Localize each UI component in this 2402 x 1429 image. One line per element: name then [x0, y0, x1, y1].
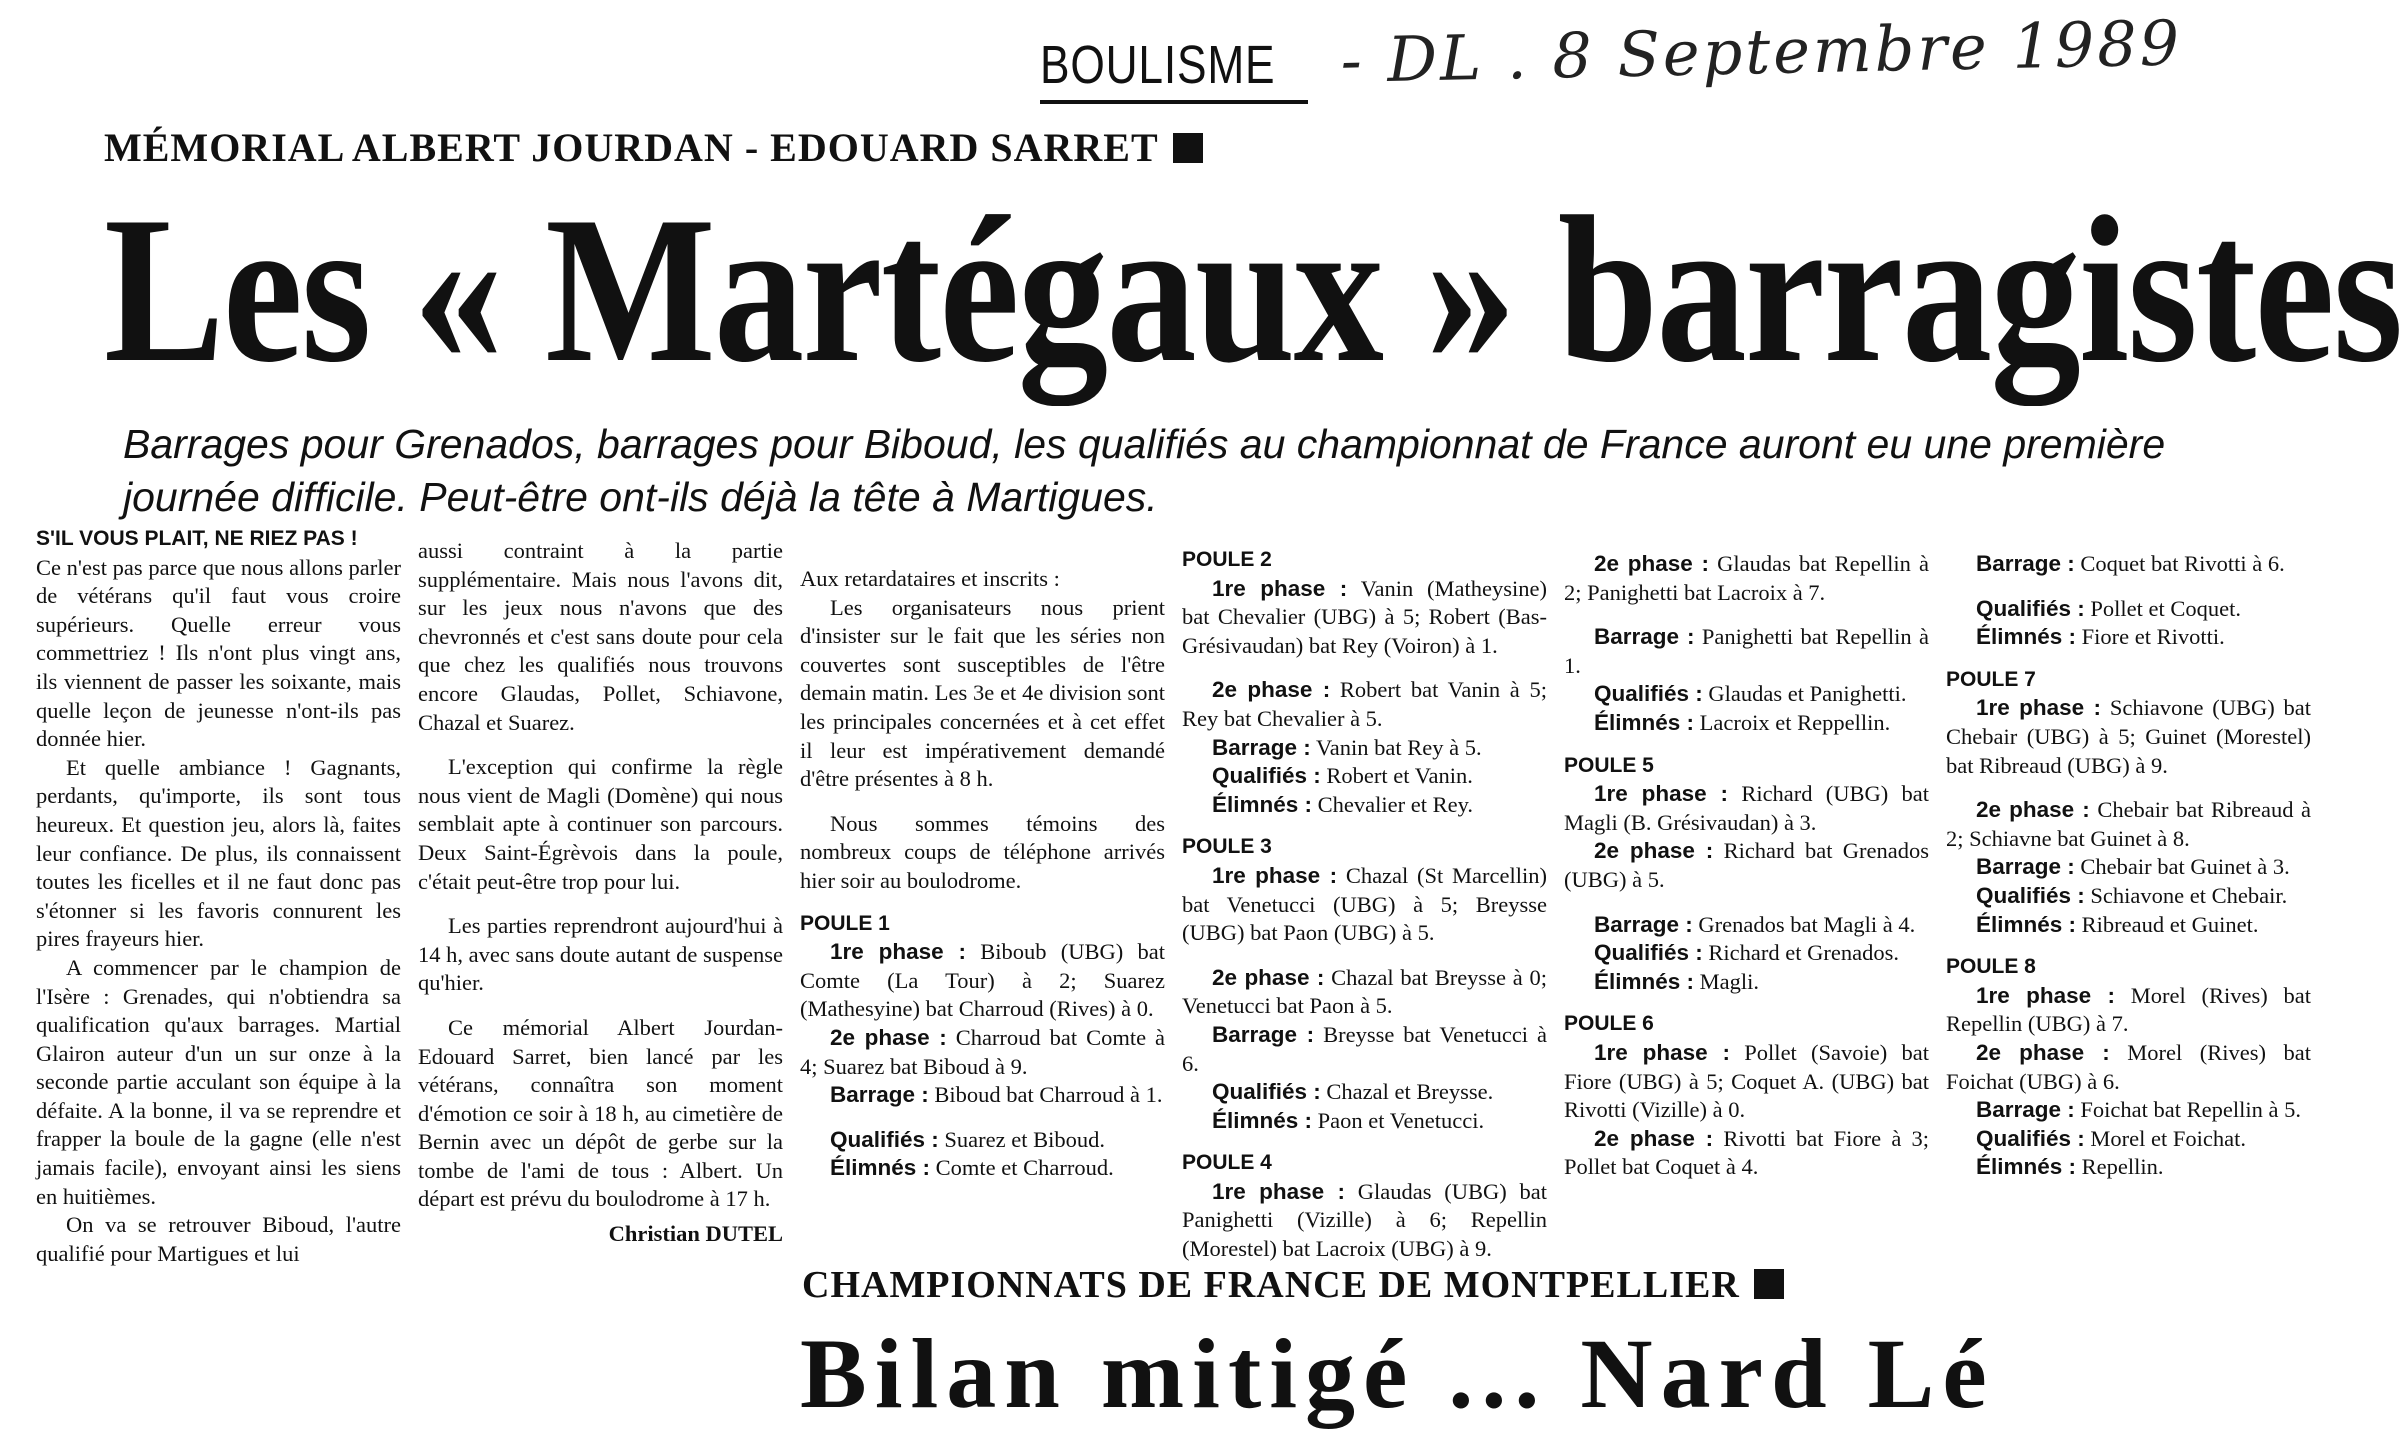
result-line — [800, 1024, 1165, 1081]
poule-title: POULE 7 — [1946, 667, 2036, 691]
next-article-headline-cropped: Bilan mitigé ... Nard Lé — [800, 1318, 1995, 1429]
paragraph: aussi contraint à la partie supplémentaire. Mais nous l'avons dit, sur les jeux nous n'avons que des chevronnés et c'est sans doute pour cela que chez les qualifiés nous trouvons encore Glaudas, Pollet, Schiavone, Chazal et Suarez. — [418, 538, 783, 735]
article-standfirst: Barrages pour Grenados, barrages pour Biboud, les qualifiés au championnat de France auront eu une première journée difficile. Peut-être ont-ils déjà la tête à Martigues. — [123, 421, 2166, 520]
result-label: Qualifiés : — [830, 1126, 939, 1152]
result-text: Pollet (Savoie) bat Fiore (UBG) à 5; Coquet A. (UBG) bat Rivotti (Vizille) à 0. — [1564, 1039, 1929, 1123]
result-label: 1re phase : — [1594, 781, 1729, 807]
result-line — [1564, 837, 1929, 894]
result-label: Qualifiés : — [1594, 940, 1703, 966]
result-text: Richard et Grenados. — [1708, 940, 1899, 966]
black-square-icon — [1173, 133, 1203, 163]
result-line — [1182, 964, 1547, 1021]
result-text: Vanin bat Rey à 5. — [1316, 734, 1482, 760]
next-article-subhead — [802, 1263, 1784, 1307]
result-text: Grenados bat Magli à 4. — [1698, 911, 1916, 937]
result-text: Chebair bat Guinet à 3. — [2080, 854, 2290, 880]
result-line — [1946, 623, 2311, 652]
result-text: Fiore et Rivotti. — [2081, 624, 2225, 650]
result-line — [1564, 1039, 1929, 1125]
result-line — [1182, 791, 1547, 820]
result-text: Morel (Rives) bat Foichat (UBG) à 6. — [1946, 1039, 2311, 1094]
result-text: Chazal et Breysse. — [1326, 1079, 1494, 1105]
result-text: Vanin (Matheysine) bat Chevalier (UBG) à 5; Robert (Bas-Grésivaudan) bat Rey (Voiron) à 1. — [1182, 575, 1548, 658]
paragraph: On va se retrouver Biboud, l'autre qualifié pour Martigues et lui — [36, 1212, 401, 1266]
poule-title: POULE 6 — [1564, 1012, 1654, 1036]
poule-title: POULE 1 — [800, 911, 890, 935]
result-label: Barrage : — [1594, 624, 1695, 650]
handwritten-date-note: - DL . 8 Septembre 1989 — [1339, 6, 2183, 97]
surtitle-text: MÉMORIAL ALBERT JOURDAN - EDOUARD SARRET — [104, 125, 1159, 170]
result-text: Robert bat Vanin à 5; Rey bat Chevalier à 5. — [1182, 677, 1547, 731]
result-line — [1946, 595, 2311, 624]
result-label: Élimnés : — [1594, 709, 1695, 735]
result-label: Qualifiés : — [1212, 1079, 1321, 1105]
result-line — [1182, 1107, 1547, 1136]
result-line — [1182, 862, 1547, 948]
article-surtitle — [104, 124, 1203, 171]
result-text: Lacroix et Reppellin. — [1699, 709, 1891, 735]
result-label: Qualifiés : — [1976, 595, 2085, 621]
result-text: Chazal (St Marcellin) bat Venetucci (UBG) à 5; Breysse (UBG) bat Paon (UBG) à 5. — [1182, 862, 1547, 946]
result-text: Chevalier et Rey. — [1317, 791, 1474, 817]
result-line — [800, 1081, 1165, 1110]
result-line — [1564, 709, 1929, 738]
result-text: Richard (UBG) bat Magli (B. Grésivaudan) à 3. — [1564, 781, 1930, 835]
article-column-1 — [36, 525, 401, 1268]
result-text: Morel (Rives) bat Repellin (UBG) à 7. — [1946, 982, 2311, 1037]
article-headline: Les « Martégaux » barragistes — [104, 174, 2402, 406]
poule-title: POULE 3 — [1182, 835, 1272, 859]
result-label: 2e phase : — [1976, 1039, 2110, 1065]
result-text: Biboub (UBG) bat Comte (La Tour) à 2; Suarez (Mathesyine) bat Charroud (Rives) à 0. — [800, 939, 1165, 1022]
result-label: 1re phase : — [830, 939, 967, 965]
result-label: 2e phase : — [1594, 551, 1710, 576]
result-label: 1re phase : — [1212, 862, 1338, 888]
result-label: Barrage : — [1976, 854, 2075, 880]
result-label: Qualifiés : — [1594, 681, 1703, 707]
result-line — [800, 938, 1165, 1024]
result-text: Panighetti bat Repellin à 1. — [1564, 624, 1929, 678]
result-label: Élimnés : — [1594, 968, 1695, 994]
result-label: Élimnés : — [1976, 911, 2077, 937]
result-line — [1946, 1039, 2311, 1096]
result-line — [1946, 550, 2311, 579]
result-line — [1564, 1125, 1929, 1182]
result-text: Repellin. — [2081, 1154, 2164, 1180]
result-label: Barrage : — [1976, 551, 2075, 576]
result-label: Élimnés : — [1976, 1154, 2077, 1180]
poule-title: POULE 5 — [1564, 753, 1654, 777]
result-line — [1182, 1021, 1547, 1078]
result-text: Schiavone et Chebair. — [2090, 882, 2288, 908]
poule-title: POULE 4 — [1182, 1151, 1272, 1175]
result-text: Pollet et Coquet. — [2090, 595, 2242, 621]
result-line — [1182, 1178, 1547, 1264]
result-label: 2e phase : — [830, 1024, 947, 1050]
result-line — [1946, 1096, 2311, 1125]
result-label: 1re phase : — [1976, 982, 2116, 1008]
paragraph: L'exception qui confirme la règle nous vient de Magli (Domène) qui nous semblait apte à continuer son parcours. Deux Saint-Égrèvois dans la poule, c'était peut-être trop pour lui. — [418, 754, 783, 894]
article-column-6 — [1946, 550, 2311, 1182]
article-column-4 — [1182, 546, 1547, 1264]
paragraph: Ce mémorial Albert Jourdan-Edouard Sarret, bien lancé par les vétérans, connaîtra son moment d'émotion ce soir à 18 h, au cimetière de Bernin avec un dépôt de gerbe sur la tombe de l'ami de tous : Albert. Un départ est prévu du boulodrome à 17 h. — [418, 1014, 783, 1212]
result-label: 1re phase : — [1212, 1178, 1346, 1204]
black-square-icon — [1754, 1269, 1784, 1299]
result-line — [1182, 1078, 1547, 1107]
result-line — [1564, 939, 1929, 968]
result-label: Barrage : — [830, 1082, 929, 1108]
column-lead: S'IL VOUS PLAIT, NE RIEZ PAS ! — [36, 527, 358, 550]
article-column-2 — [418, 537, 783, 1249]
result-label: 2e phase : — [1212, 677, 1331, 703]
result-line — [1564, 968, 1929, 997]
poule-title: POULE 2 — [1182, 548, 1272, 571]
result-text: Chazal bat Breysse à 0; Venetucci bat Paon à 5. — [1182, 964, 1547, 1019]
result-text: Biboud bat Charroud à 1. — [934, 1082, 1163, 1108]
result-label: Barrage : — [1212, 1021, 1315, 1047]
result-line — [1946, 694, 2311, 780]
result-line — [1946, 853, 2311, 882]
result-label: 2e phase : — [1212, 964, 1325, 990]
result-line — [1564, 680, 1929, 709]
result-line — [1564, 550, 1929, 607]
result-label: Qualifiés : — [1976, 1125, 2085, 1151]
paragraph: Les parties reprendront aujourd'hui à 14 h, avec sans doute autant de suspense qu'hier. — [418, 913, 783, 996]
paragraph: Et quelle ambiance ! Gagnants, perdants, qu'importe, ils sont tous heureux. Et question jeu, alors là, faites leur confiance. De plus, ils connaissent toutes les ficelles et il ne faut donc pas s'étonner si les favoris connurent les pires frayeurs hier. — [36, 754, 401, 952]
result-label: 2e phase : — [1976, 797, 2090, 823]
section-rubric: BOULISME — [1040, 35, 1276, 95]
result-line — [1946, 882, 2311, 911]
result-line — [1564, 623, 1929, 680]
result-label: Élimnés : — [1976, 624, 2077, 650]
poule-title: POULE 8 — [1946, 955, 2036, 979]
result-label: 1re phase : — [1976, 695, 2102, 721]
result-label: Barrage : — [1594, 911, 1693, 937]
next-article-subhead-text: CHAMPIONNATS DE FRANCE DE MONTPELLIER — [802, 1264, 1740, 1306]
paragraph: Nous sommes témoins des nombreux coups de téléphone arrivés hier soir au boulodrome. — [800, 810, 1165, 893]
result-text: Charroud bat Comte à 4; Suarez bat Biboud à 9. — [800, 1024, 1166, 1079]
result-text: Comte et Charroud. — [935, 1155, 1114, 1181]
paragraph: Les organisateurs nous prient d'insister sur le fait que les séries non couvertes sont susceptibles de l'être demain matin. Les 3e et 4e division sont les principales concernées et à cet effet il leur est impérativement demandé d'être présentes à 8 h. — [800, 594, 1165, 792]
result-line — [1182, 762, 1547, 791]
result-label: Barrage : — [1976, 1097, 2075, 1123]
result-label: Élimnés : — [1212, 791, 1313, 817]
result-text: Suarez et Biboud. — [944, 1126, 1105, 1152]
result-text: Glaudas et Panighetti. — [1708, 681, 1907, 707]
result-line — [1946, 1153, 2311, 1182]
result-line — [800, 1126, 1165, 1155]
paragraph: A commencer par le champion de l'Isère : Grenades, qui n'obtiendra sa qualification qu'aux barrages. Martial Glairon auteur d'un un sur onze à la seconde partie acculant son équipe à la défaite. A la bonne, il va se reprendre et frapper la boule de la gagne (elle n'est jamais facile), envoyant ainsi les siens en huitièmes. — [36, 954, 401, 1209]
result-label: 1re phase : — [1594, 1039, 1731, 1065]
article-column-3 — [800, 565, 1165, 1183]
result-text: Richard bat Grenados (UBG) à 5. — [1564, 838, 1929, 892]
author-signature: Christian DUTEL — [608, 1221, 783, 1247]
result-text: Robert et Vanin. — [1326, 763, 1473, 789]
result-label: 2e phase : — [1594, 838, 1714, 864]
result-label: 1re phase : — [1212, 575, 1348, 601]
result-label: Qualifiés : — [1976, 882, 2085, 908]
result-label: Élimnés : — [830, 1155, 931, 1181]
result-text: Paon et Venetucci. — [1317, 1107, 1485, 1133]
result-line — [1182, 676, 1547, 733]
result-line — [800, 1154, 1165, 1183]
result-line — [1946, 1125, 2311, 1154]
result-text: Ribreaud et Guinet. — [2081, 911, 2259, 937]
result-text: Morel et Foichat. — [2090, 1125, 2246, 1151]
paragraph: Aux retardataires et inscrits : — [800, 566, 1060, 591]
result-text: Breysse bat Venetucci à 6. — [1182, 1021, 1548, 1076]
result-line — [1946, 982, 2311, 1039]
result-line — [1564, 780, 1929, 837]
rubric-underline — [1040, 100, 1308, 104]
result-label: Barrage : — [1212, 734, 1311, 760]
paragraph: Ce n'est pas parce que nous allons parler de vétérans qu'il faut vous croire supérieurs. Quelle erreur vous commettriez ! Ils n'ont plus vingt ans, ils viennent de passer les soixante, mais quelle leçon de jeunesse n'ont-ils pas donnée hier. — [36, 554, 401, 752]
result-text: Glaudas bat Repellin à 2; Panighetti bat Lacroix à 7. — [1564, 551, 1929, 605]
result-line — [1946, 911, 2311, 940]
result-text: Coquet bat Rivotti à 6. — [2080, 551, 2285, 576]
result-text: Glaudas (UBG) bat Panighetti (Vizille) à 6; Repellin (Morestel) bat Lacroix (UBG) à 9. — [1182, 1178, 1547, 1262]
result-line — [1182, 575, 1547, 661]
result-text: Schiavone (UBG) bat Chebair (UBG) à 5; Guinet (Morestel) bat Ribreaud (UBG) à 9. — [1946, 695, 2312, 778]
article-column-5 — [1564, 550, 1929, 1182]
result-line — [1946, 796, 2311, 853]
result-text: Rivotti bat Fiore à 3; Pollet bat Coquet à 4. — [1564, 1125, 1929, 1180]
result-line — [1182, 734, 1547, 763]
result-text: Chebair bat Ribreaud à 2; Schiavne bat Guinet à 8. — [1946, 797, 2311, 851]
result-text: Magli. — [1699, 968, 1760, 994]
result-label: 2e phase : — [1594, 1125, 1714, 1151]
result-text: Foichat bat Repellin à 5. — [2080, 1097, 2301, 1123]
result-label: Qualifiés : — [1212, 763, 1321, 789]
result-label: Élimnés : — [1212, 1107, 1313, 1133]
result-line — [1564, 911, 1929, 940]
